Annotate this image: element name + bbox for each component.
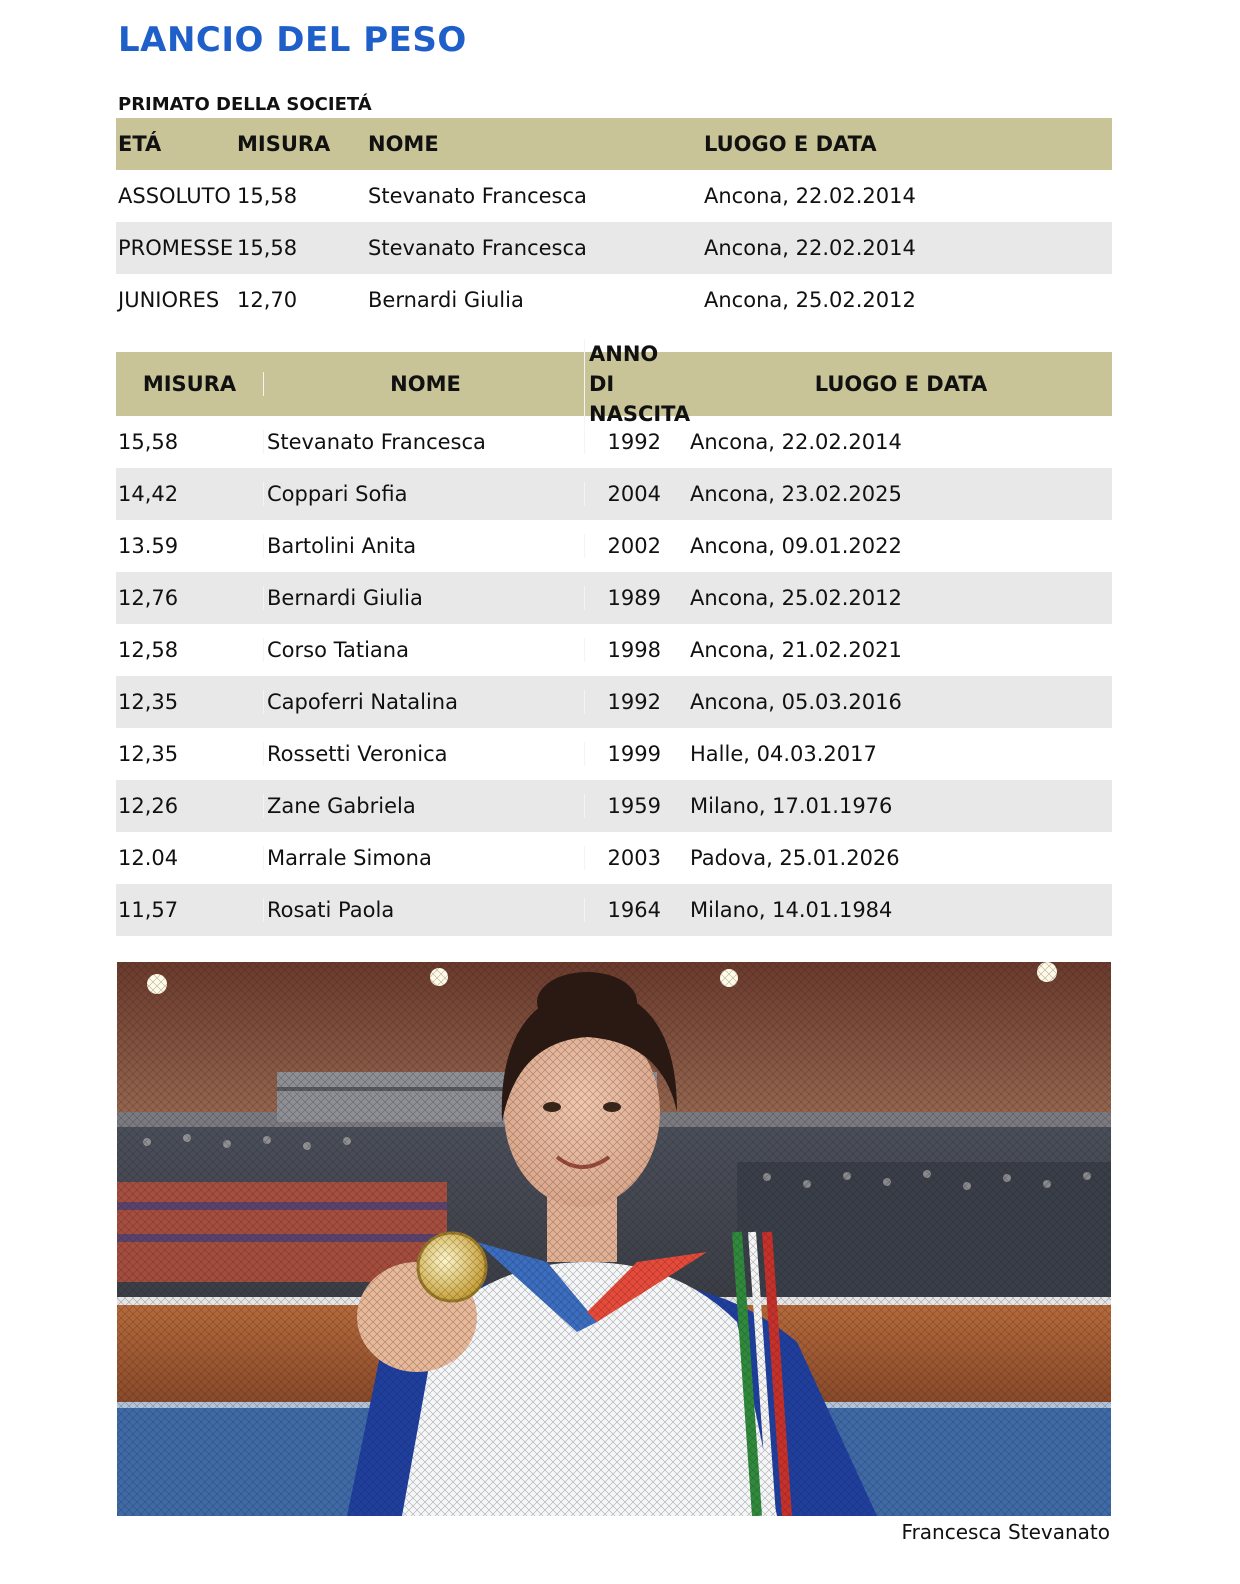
- records-header-row: [116, 118, 1112, 170]
- records-row: [116, 274, 1112, 326]
- ranking-birth-year: 1999: [584, 742, 687, 766]
- ranking-row: [116, 572, 1112, 624]
- records-header-luogo: LUOGO E DATA: [704, 132, 877, 156]
- ranking-place-date: Ancona, 25.02.2012: [690, 586, 902, 610]
- record-measure: 15,58: [237, 236, 298, 260]
- record-place-date: Ancona, 22.02.2014: [704, 236, 916, 260]
- photo-caption: Francesca Stevanato: [901, 1520, 1110, 1544]
- ranking-measure: 12.04: [118, 846, 179, 870]
- record-athlete: Stevanato Francesca: [368, 236, 587, 260]
- ranking-header-nome: NOME: [263, 372, 584, 396]
- ranking-athlete: Coppari Sofia: [263, 482, 584, 506]
- ranking-header-misura: MISURA: [142, 372, 237, 396]
- record-category: JUNIORES: [118, 288, 220, 312]
- ranking-birth-year: 2003: [584, 846, 687, 870]
- ranking-athlete: Stevanato Francesca: [263, 430, 584, 454]
- athlete-photo: [117, 962, 1111, 1516]
- ranking-measure: 11,57: [118, 898, 179, 922]
- ranking-row: [116, 676, 1112, 728]
- ranking-place-date: Ancona, 22.02.2014: [690, 430, 902, 454]
- ranking-header-anno-line1: ANNO DI: [589, 342, 659, 396]
- ranking-birth-year: 1959: [584, 794, 687, 818]
- ranking-measure: 13.59: [118, 534, 179, 558]
- records-header-misura: MISURA: [237, 132, 331, 156]
- ranking-measure: 15,58: [118, 430, 179, 454]
- ranking-measure: 12,35: [118, 742, 179, 766]
- ranking-birth-year: 2004: [584, 482, 687, 506]
- records-table: [116, 118, 1112, 326]
- ranking-athlete: Bartolini Anita: [263, 534, 584, 558]
- ranking-athlete: Zane Gabriela: [263, 794, 584, 818]
- ranking-place-date: Halle, 04.03.2017: [690, 742, 877, 766]
- ranking-measure: 12,58: [118, 638, 179, 662]
- ranking-row: [116, 468, 1112, 520]
- ranking-birth-year: 1989: [584, 586, 687, 610]
- athlete-photo-illustration: [117, 962, 1111, 1516]
- ranking-athlete: Rossetti Veronica: [263, 742, 584, 766]
- ranking-table: [116, 342, 1112, 936]
- page-title: LANCIO DEL PESO: [118, 20, 467, 60]
- ranking-row: [116, 624, 1112, 676]
- ranking-header-row: [116, 342, 1112, 426]
- record-place-date: Ancona, 25.02.2012: [704, 288, 916, 312]
- ranking-place-date: Ancona, 21.02.2021: [690, 638, 902, 662]
- record-category: PROMESSE: [118, 236, 234, 260]
- ranking-athlete: Capoferri Natalina: [263, 690, 584, 714]
- ranking-row: [116, 780, 1112, 832]
- records-header-nome: NOME: [368, 132, 439, 156]
- records-row: [116, 170, 1112, 222]
- ranking-measure: 14,42: [118, 482, 179, 506]
- record-athlete: Stevanato Francesca: [368, 184, 587, 208]
- ranking-row: [116, 520, 1112, 572]
- records-header-eta: ETÁ: [118, 132, 162, 156]
- record-measure: 15,58: [237, 184, 298, 208]
- ranking-place-date: Padova, 25.01.2026: [690, 846, 900, 870]
- record-place-date: Ancona, 22.02.2014: [704, 184, 916, 208]
- ranking-row: [116, 728, 1112, 780]
- ranking-athlete: Corso Tatiana: [263, 638, 584, 662]
- ranking-birth-year: 1992: [584, 430, 687, 454]
- ranking-row: [116, 884, 1112, 936]
- ranking-athlete: Marrale Simona: [263, 846, 584, 870]
- record-athlete: Bernardi Giulia: [368, 288, 524, 312]
- ranking-place-date: Milano, 14.01.1984: [690, 898, 893, 922]
- records-row: [116, 222, 1112, 274]
- ranking-birth-year: 2002: [584, 534, 687, 558]
- ranking-row: [116, 832, 1112, 884]
- ranking-header-anno: [584, 339, 691, 429]
- record-measure: 12,70: [237, 288, 298, 312]
- ranking-athlete: Rosati Paola: [263, 898, 584, 922]
- section-subtitle: PRIMATO DELLA SOCIETÁ: [118, 94, 372, 115]
- ranking-measure: 12,26: [118, 794, 179, 818]
- ranking-birth-year: 1964: [584, 898, 687, 922]
- ranking-place-date: Milano, 17.01.1976: [690, 794, 893, 818]
- ranking-place-date: Ancona, 23.02.2025: [690, 482, 902, 506]
- ranking-place-date: Ancona, 09.01.2022: [690, 534, 902, 558]
- ranking-header-luogo: LUOGO E DATA: [814, 372, 988, 396]
- ranking-measure: 12,35: [118, 690, 179, 714]
- ranking-birth-year: 1992: [584, 690, 687, 714]
- ranking-place-date: Ancona, 05.03.2016: [690, 690, 902, 714]
- ranking-birth-year: 1998: [584, 638, 687, 662]
- ranking-header-anno-line2: NASCITA: [589, 402, 691, 426]
- ranking-athlete: Bernardi Giulia: [263, 586, 584, 610]
- ranking-measure: 12,76: [118, 586, 179, 610]
- record-category: ASSOLUTO: [118, 184, 231, 208]
